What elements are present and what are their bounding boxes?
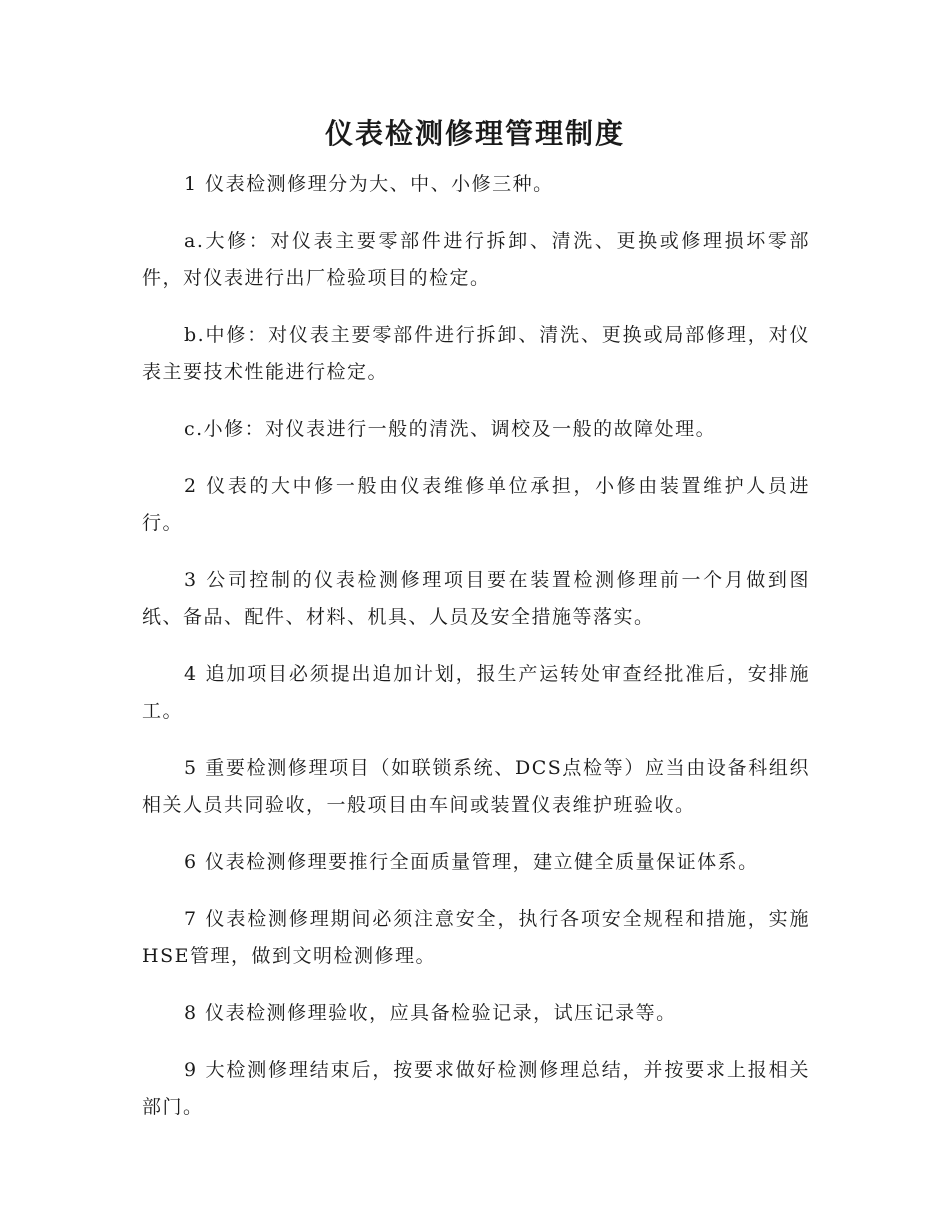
paragraph-7: 7 仪表检测修理期间必须注意安全，执行各项安全规程和措施，实施HSE管理，做到文明检测修理。 xyxy=(142,908,810,967)
paragraph-3: 3 公司控制的仪表检测修理项目要在装置检测修理前一个月做到图纸、备品、配件、材料、机具、人员及安全措施等落实。 xyxy=(142,569,810,628)
document-body xyxy=(142,166,810,1146)
paragraph-1c: c.小修：对仪表进行一般的清洗、调校及一般的故障处理。 xyxy=(184,418,717,440)
paragraph-4: 4 追加项目必须提出追加计划，报生产运转处审查经批准后，安排施工。 xyxy=(142,663,810,722)
paragraph-6: 6 仪表检测修理要推行全面质量管理，建立健全质量保证体系。 xyxy=(184,851,759,873)
paragraph-8: 8 仪表检测修理验收，应具备检验记录，试压记录等。 xyxy=(184,1002,677,1024)
document-title: 仪表检测修理管理制度 xyxy=(324,117,625,150)
paragraph-1b: b.中修：对仪表主要零部件进行拆卸、清洗、更换或局部修理，对仪表主要技术性能进行检定。 xyxy=(142,324,810,383)
paragraph-9: 9 大检测修理结束后，按要求做好检测修理总结，并按要求上报相关部门。 xyxy=(142,1059,810,1118)
paragraph-5: 5 重要检测修理项目（如联锁系统、DCS点检等）应当由设备科组织相关人员共同验收，一般项目由车间或装置仪表维护班验收。 xyxy=(142,757,810,816)
paragraph-1a: a.大修：对仪表主要零部件进行拆卸、清洗、更换或修理损坏零部件，对仪表进行出厂检验项目的检定。 xyxy=(142,230,810,289)
paragraph-1: 1 仪表检测修理分为大、中、小修三种。 xyxy=(184,173,554,195)
paragraph-2: 2 仪表的大中修一般由仪表维修单位承担，小修由装置维护人员进行。 xyxy=(142,475,810,534)
